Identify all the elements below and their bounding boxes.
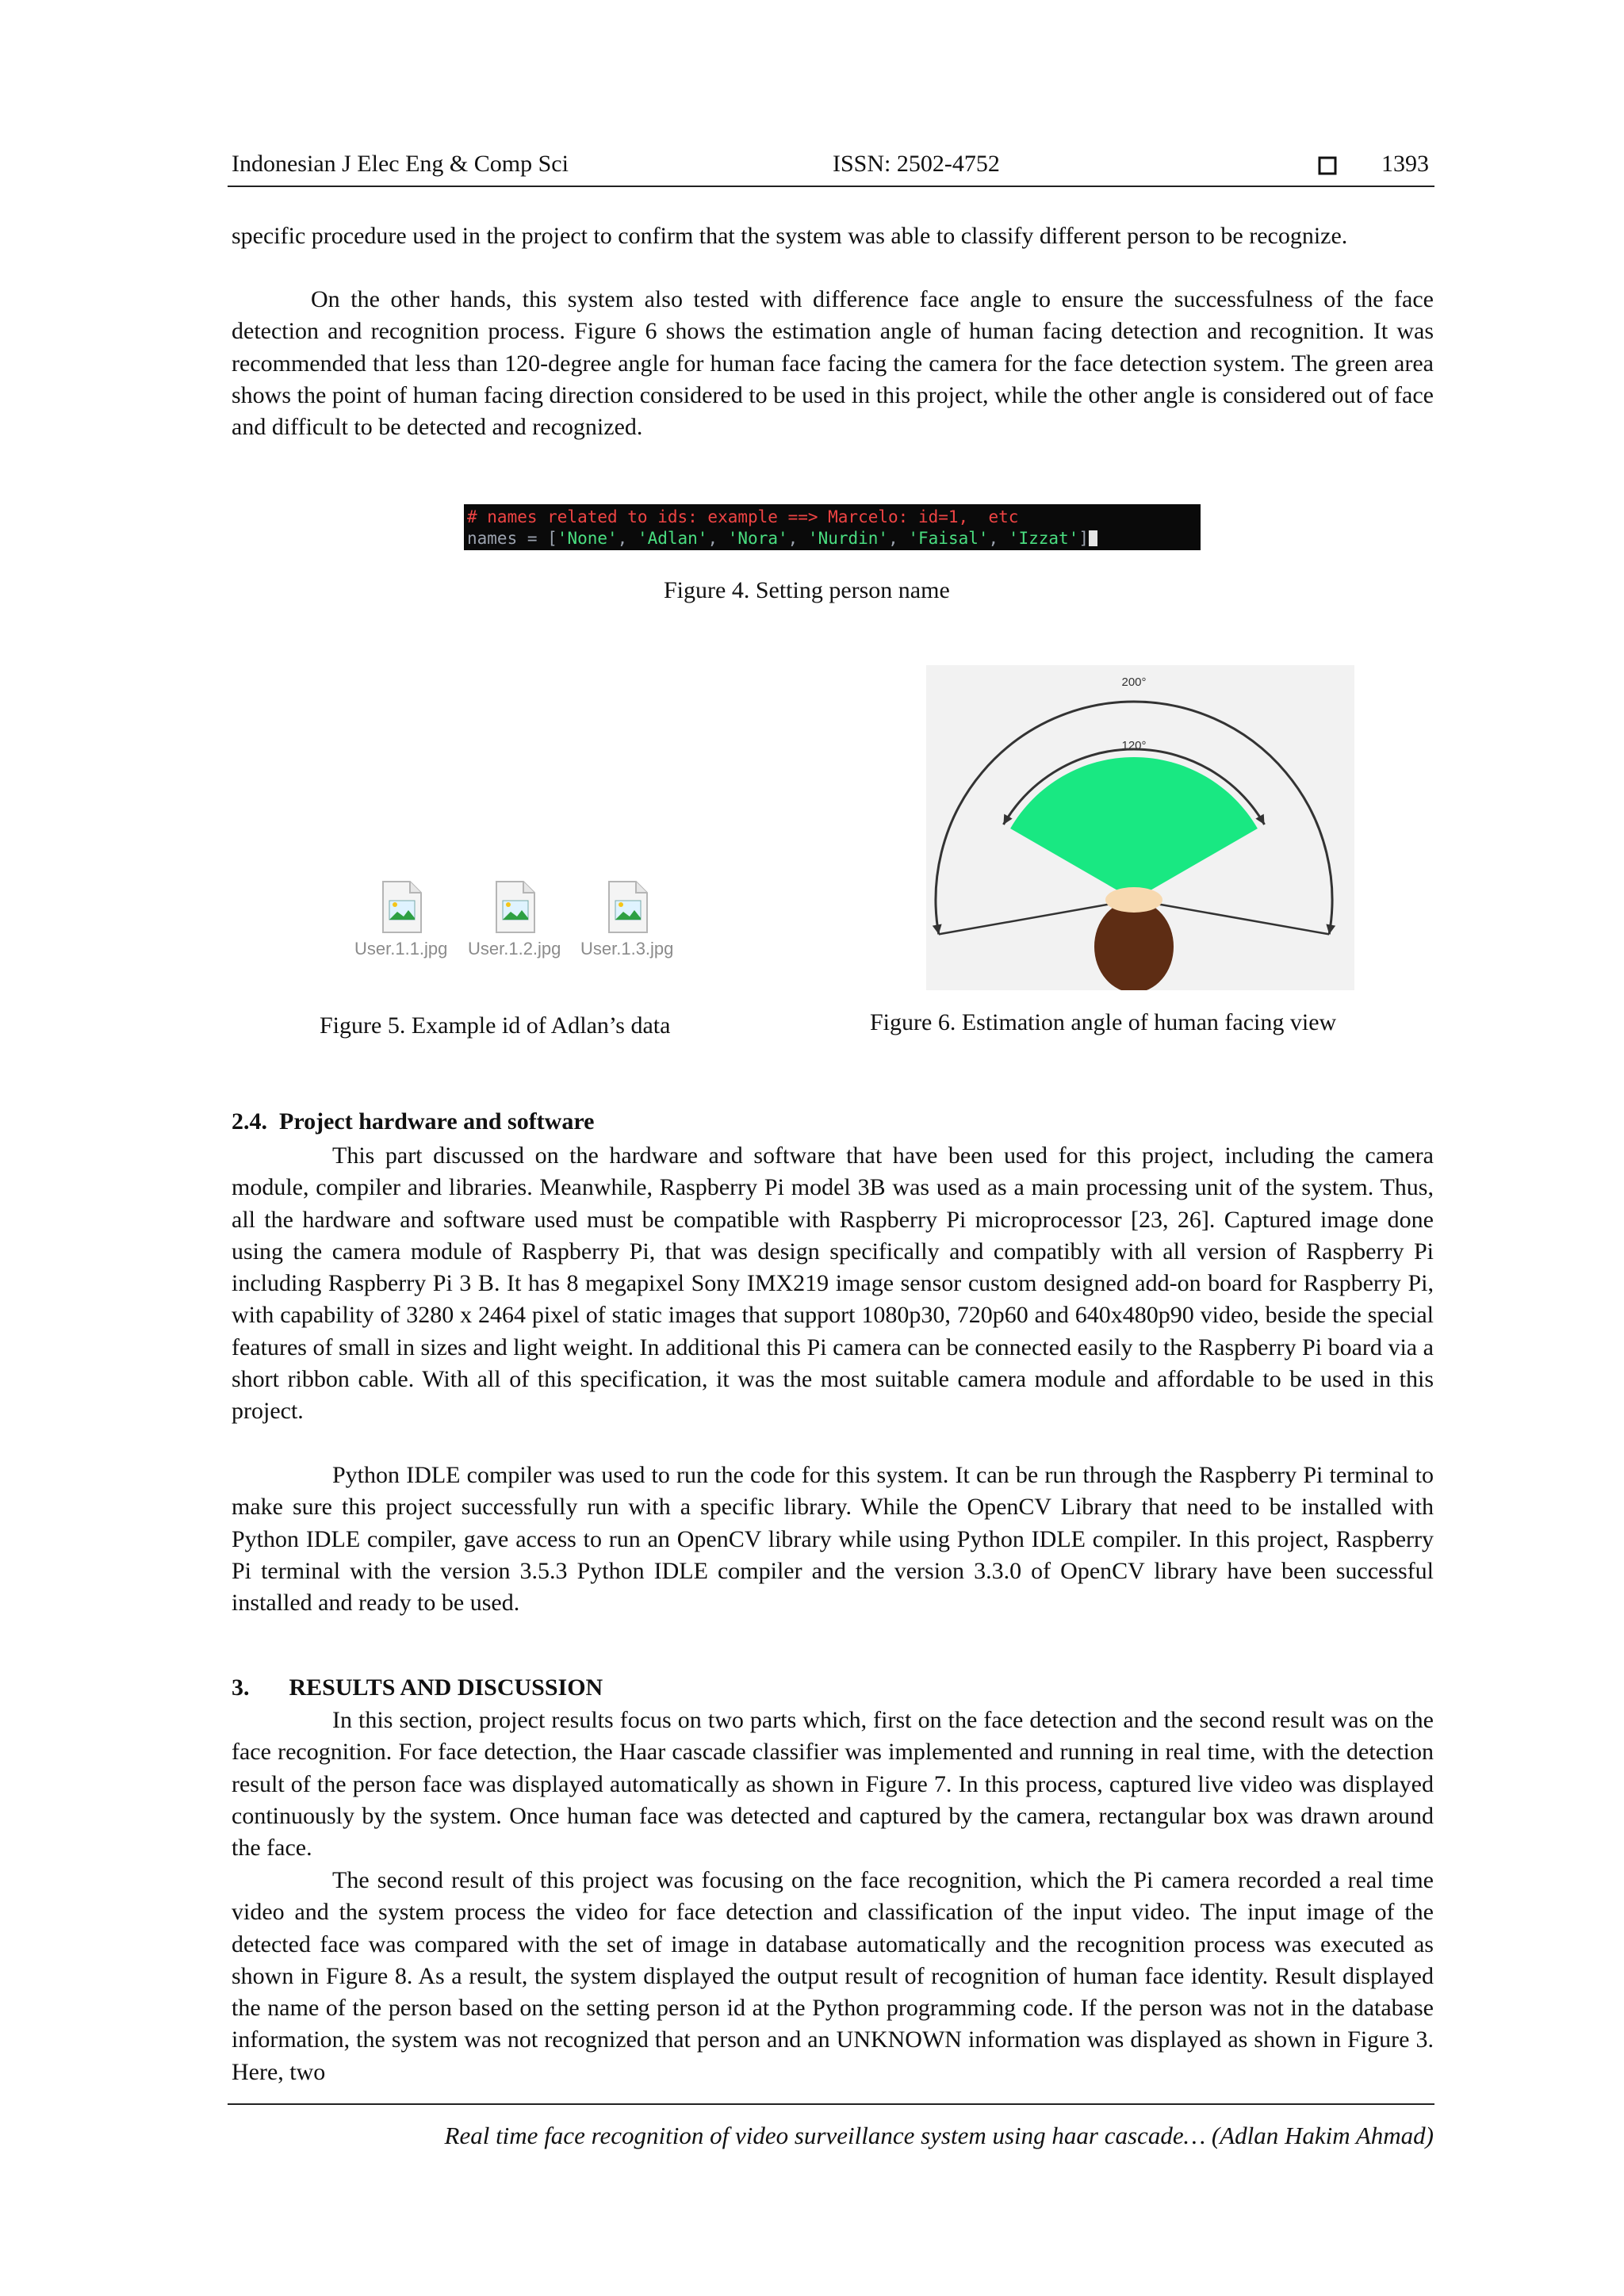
paragraph-6: The second result of this project was focusing on the face recognition, which the Pi camera recorded a real time video and the system process the video for face detection and classification of the input video. The input image of the detected face was compared with the set of image in database automatically and the recognition process was executed as shown in Figure 8. As a result, the system displayed the output result of recognition of human face identity. Result displayed the name of the person based on the setting person id at the Python programming code. If the person was not in the database information, the system was not recognized that person and an UNKNOWN information was displayed as shown in Figure 3. Here, two bbox=[232, 1867, 1434, 2085]
square-outline-icon bbox=[1318, 156, 1337, 175]
image-file-icon bbox=[378, 880, 426, 934]
code-comment: # names related to ids: example ==> Marcelo: id=1, etc bbox=[467, 507, 1019, 526]
paragraph-3: This part discussed on the hardware and software that have been used for this project, including the camera module, compiler and libraries. Meanwhile, Raspberry Pi model 3B was used as a main processing unit of the system. Thus, all the hardware and software used must be compatible with Raspberry Pi microprocessor [23, 26]. Captured image done using the camera module of Raspberry Pi, that was design specifically and compatibly with all version of Raspberry Pi including Raspberry Pi 3 B. It has 8 megapixel Sony IMX219 image sensor custom designed add-on board for Raspberry Pi, with capability of 3280 x 2464 pixel of static images that support 1080p30, 720p60 and 640x480p90 video, beside the special features of small in sizes and light weight. In additional this Pi camera can be connected easily to the Raspberry Pi board via a short ribbon cable. With all of this specification, it was the most suitable camera module and affordable to be used in this project. bbox=[232, 1142, 1434, 1425]
file-label: User.1.1.jpg bbox=[354, 939, 448, 959]
facing-angle-diagram bbox=[926, 665, 1354, 990]
journal-name: Indonesian J Elec Eng & Comp Sci bbox=[232, 151, 569, 177]
code-name: 'Faisal' bbox=[908, 529, 989, 548]
face-skin bbox=[1105, 887, 1162, 913]
file-label: User.1.3.jpg bbox=[580, 939, 674, 959]
image-file-icon bbox=[492, 880, 539, 934]
paragraph-2: On the other hands, this system also tested with difference face angle to ensure the successfulness of the face detection and recognition process. Figure 6 shows the estimation angle of human facing detection and recognition. It was recommended that less than 120-degree angle for human face facing the camera for the face detection system. The green area shows the point of human facing direction considered to be used in this project, while the other angle is considered out of face and difficult to be detected and recognized. bbox=[232, 286, 1434, 441]
figure-6-caption: Figure 6. Estimation angle of human facing view bbox=[870, 1009, 1337, 1035]
file-item[interactable] bbox=[604, 880, 652, 938]
paragraph-4: Python IDLE compiler was used to run the code for this system. It can be run through the Raspberry Pi terminal to make sure this project successfully run with a specific library. While the OpenCV Library that need to be installed with Python IDLE compiler, gave access to run an OpenCV library while using Python IDLE compiler. In this project, Raspberry Pi terminal with the version 3.5.3 Python IDLE compiler and the version 3.3.0 of OpenCV library have been successful installed and ready to be used. bbox=[232, 1462, 1434, 1617]
running-footer: Real time face recognition of video surveillance system using haar cascade… (Adlan Hakim Ahmad) bbox=[444, 2122, 1434, 2149]
page-number: 1393 bbox=[1381, 151, 1429, 177]
code-name: 'Nurdin' bbox=[807, 529, 889, 548]
outer-angle-label: 200° bbox=[1121, 675, 1147, 689]
code-name: 'None' bbox=[557, 529, 618, 548]
figure-5 bbox=[354, 880, 695, 975]
code-snippet: # names related to ids: example ==> Marcelo: id=1, etc names = ['None', 'Adlan', 'Nora', 'Nurdin', 'Faisal', 'Izzat'] bbox=[464, 504, 1201, 550]
section-2-4-heading: 2.4. Project hardware and software bbox=[232, 1108, 595, 1135]
figure-5-caption: Figure 5. Example id of Adlan’s data bbox=[320, 1012, 671, 1039]
text-cursor bbox=[1089, 530, 1097, 546]
file-item[interactable] bbox=[378, 880, 426, 938]
file-label: User.1.2.jpg bbox=[468, 939, 561, 959]
issn: ISSN: 2502-4752 bbox=[833, 151, 1000, 177]
header-rule bbox=[228, 186, 1434, 187]
figure-4-caption: Figure 4. Setting person name bbox=[664, 577, 950, 603]
code-name: 'Adlan' bbox=[637, 529, 708, 548]
file-item[interactable] bbox=[492, 880, 539, 938]
paragraph-5: In this section, project results focus on two parts which, first on the face detection and the second result was on the face recognition. For face detection, the Haar cascade classifier was implemented and running in real time, with the detection result of the person face was displayed automatically as shown in Figure 7. In this process, captured live video was displayed continuously by the system. Once human face was detected and captured by the camera, rectangular box was drawn around the face. bbox=[232, 1707, 1434, 1862]
paragraph-1: specific procedure used in the project to confirm that the system was able to classify different person to be recognize. bbox=[232, 223, 1348, 249]
image-file-icon bbox=[604, 880, 652, 934]
code-name: 'Nora' bbox=[727, 529, 788, 548]
code-prefix: names = [ bbox=[467, 529, 557, 548]
section-3-heading: 3. RESULTS AND DISCUSSION bbox=[232, 1674, 603, 1701]
inner-angle-label: 120° bbox=[1121, 739, 1147, 752]
code-name: 'Izzat' bbox=[1008, 529, 1079, 548]
head-icon bbox=[1094, 901, 1174, 990]
footer-rule bbox=[228, 2103, 1434, 2105]
